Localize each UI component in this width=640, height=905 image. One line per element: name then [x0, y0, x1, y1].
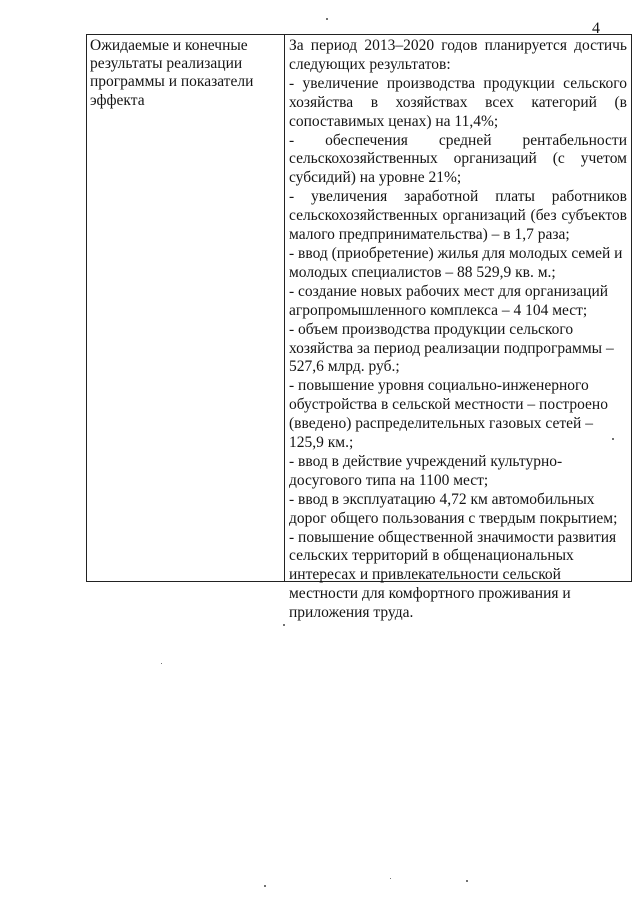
scan-speck: [326, 18, 328, 20]
result-item: - увеличение производства продукции сельского хозяйства в хозяйствах всех категорий (в сопоставимых ценах) на 11,4%;: [289, 74, 627, 130]
results-intro: За период 2013–2020 годов планируется достичь следующих результатов:: [289, 37, 627, 73]
scan-speck: [612, 438, 614, 440]
result-item: - повышение общественной значимости развития сельских территорий в общенациональных интересах и привлекательности сельской местности для комфортного проживания и приложения труда.: [289, 528, 617, 622]
scan-speck: [264, 885, 266, 887]
scan-speck: [466, 880, 468, 882]
result-item: - ввод в эксплуатацию 4,72 км автомобильных дорог общего пользования с твердым покрытием;: [289, 490, 618, 527]
results-label: Ожидаемые и конечные результаты реализации программы и показатели эффекта: [90, 37, 254, 109]
result-item: - ввод в действие учреждений культурно-досугового типа на 1100 мест;: [289, 452, 563, 489]
result-item: - создание новых рабочих мест для организаций агропромышленного комплекса – 4 104 мест;: [289, 282, 609, 319]
result-item: - обеспечения средней рентабельности сельскохозяйственных организаций (с учетом субсидий) на уровне 21%;: [289, 131, 627, 187]
document-table: [86, 34, 632, 622]
result-item: - ввод (приобретение) жилья для молодых семей и молодых специалистов – 88 529,9 кв. м.;: [289, 244, 623, 281]
result-item: - увеличения заработной платы работников сельскохозяйственных организаций (без субъектов малого предпринимательства) – в 1,7 раза;: [289, 188, 627, 244]
page-number: 4: [592, 20, 600, 37]
table-content-cell: [285, 35, 631, 622]
result-item: - повышение уровня социально-инженерного обустройства в сельской местности – построено (введено) распределительных газовых сетей – 125,9 км.;: [289, 377, 608, 452]
scan-speck: [283, 624, 285, 626]
scan-speck: [390, 878, 391, 879]
table-label-cell: [87, 35, 285, 581]
result-item: - объем производства продукции сельского хозяйства за период реализации подпрограммы – 527,6 млрд. руб.;: [289, 320, 614, 376]
scan-speck: [161, 663, 162, 664]
